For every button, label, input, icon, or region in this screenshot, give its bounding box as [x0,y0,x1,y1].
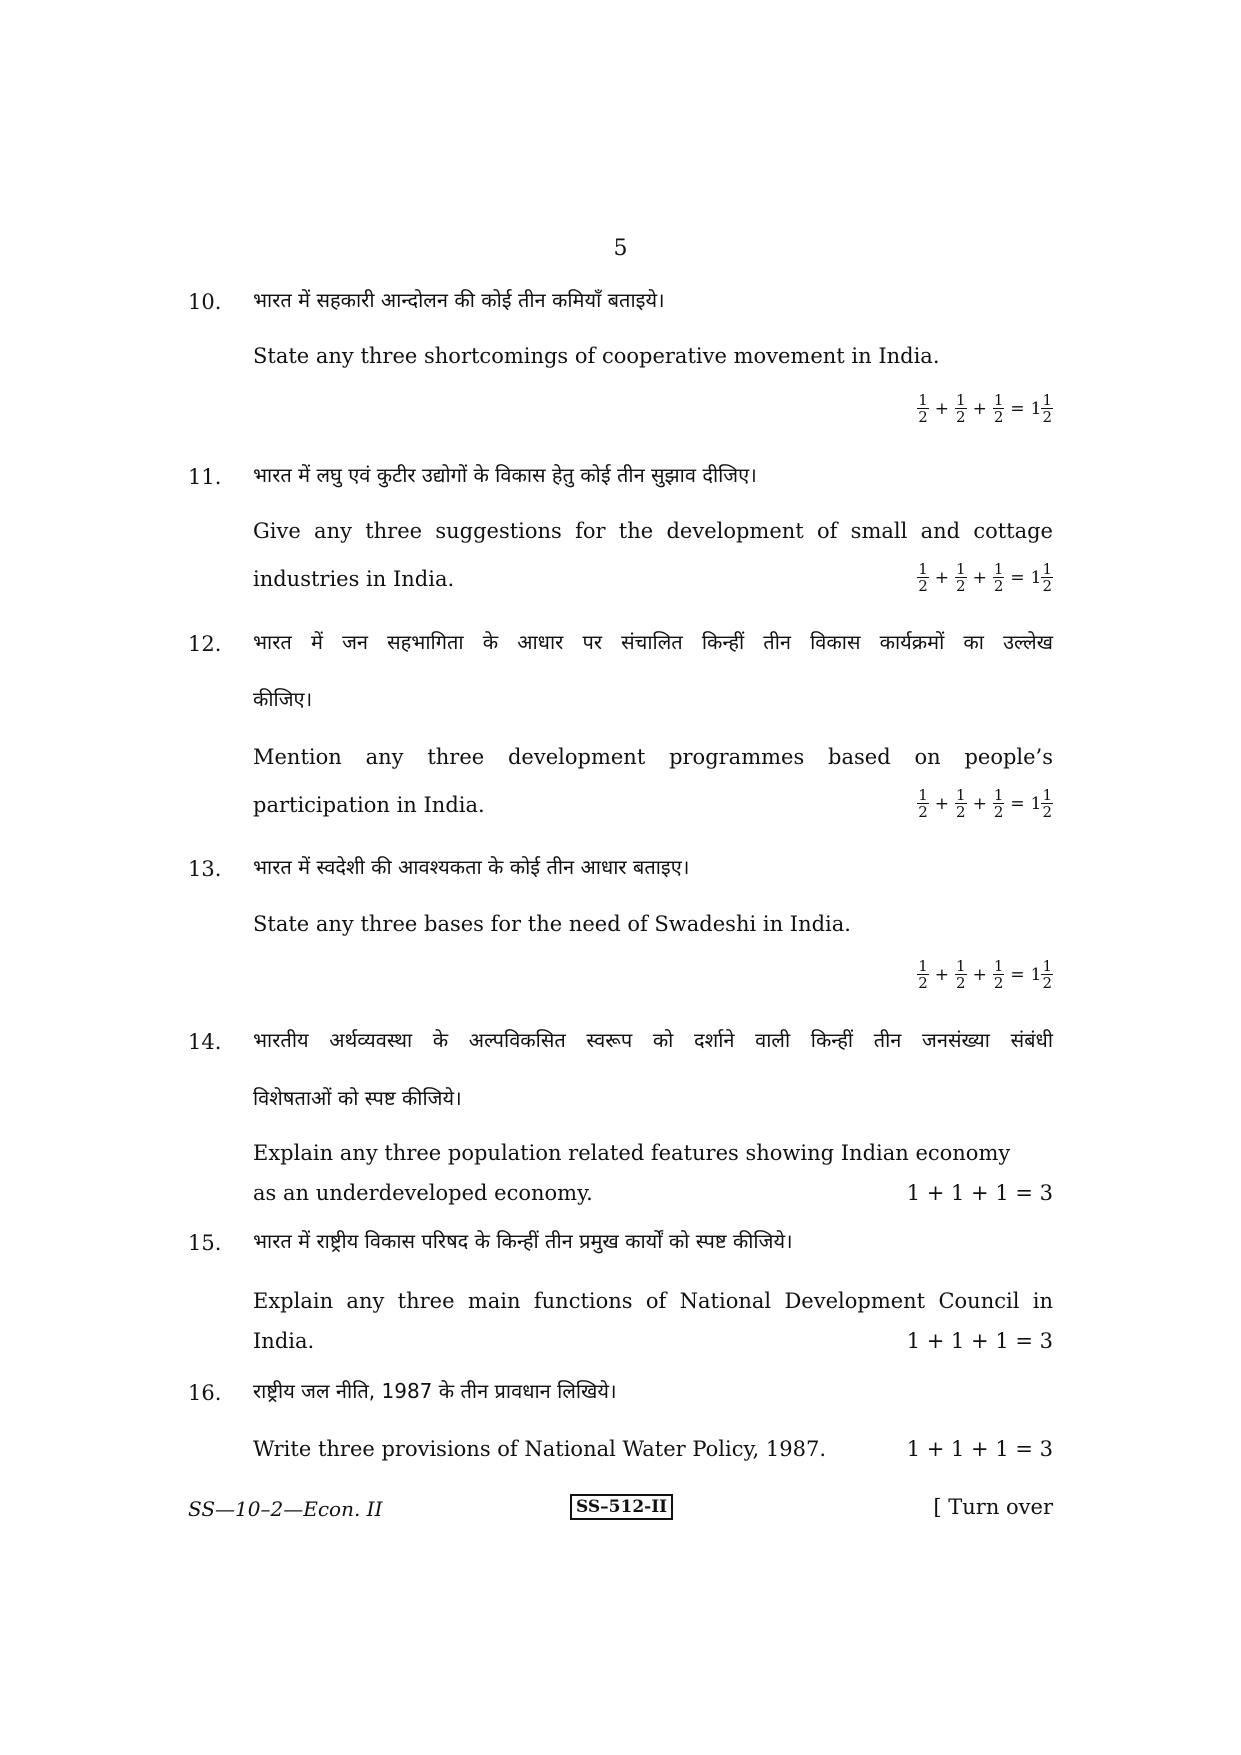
question-hindi: कीजिए। [253,687,313,711]
question-hindi: राष्ट्रीय जल नीति, 1987 के तीन प्रावधान लिखिये। [253,1379,617,1403]
fraction: $\frac{1}{2}$ [1042,957,1052,992]
fraction: $\frac{1}{2}$ [956,786,966,821]
fraction: $\frac{1}{2}$ [918,786,928,821]
fraction: $\frac{1}{2}$ [993,786,1004,821]
question-english: Explain any three main functions of National Development Council in [253,1289,1053,1313]
fraction: $\frac{1}{2}$ [956,391,966,426]
fraction: $\frac{1}{2}$ [993,957,1004,992]
question-english: industries in India. [253,567,455,591]
marks: $\frac{1}{2}$ + $\frac{1}{2}$ + $\frac{1}{2}$ = 1 $\frac{1}{2}$ [918,391,1052,426]
question-number: 15. [188,1231,222,1255]
question-english: State any three shortcomings of cooperative movement in India. [253,344,940,368]
fraction: $\frac{1}{2}$ [918,391,928,426]
turn-over-label: [ Turn over [933,1495,1053,1519]
question-english: Give any three suggestions for the development of small and cottage [253,519,1053,543]
question-hindi: भारत में सहकारी आन्दोलन की कोई तीन कमियाँ बताइये। [253,288,665,312]
question-hindi: भारतीय अर्थव्यवस्था के अल्पविकसित स्वरूप को दर्शाने वाली किन्हीं तीन जनसंख्या संबंधी [253,1028,1053,1052]
marks: $\frac{1}{2}$ + $\frac{1}{2}$ + $\frac{1}{2}$ = 1 $\frac{1}{2}$ [918,786,1052,821]
fraction: $\frac{1}{2}$ [1042,391,1052,426]
footer-paper-code: SS—10–2—Econ. II [188,1497,383,1521]
question-number: 10. [188,290,222,314]
question-hindi: विशेषताओं को स्पष्ट कीजिये। [253,1086,462,1110]
question-english: State any three bases for the need of Swadeshi in India. [253,912,851,936]
question-english: as an underdeveloped economy. [253,1181,593,1205]
fraction: $\frac{1}{2}$ [993,560,1004,595]
question-hindi: भारत में जन सहभागिता के आधार पर संचालित किन्हीं तीन विकास कार्यक्रमों का उल्लेख [253,630,1053,654]
fraction: $\frac{1}{2}$ [956,957,966,992]
fraction: $\frac{1}{2}$ [993,391,1004,426]
question-number: 16. [188,1381,222,1405]
question-number: 12. [188,632,222,656]
question-number: 11. [188,465,222,489]
marks: $\frac{1}{2}$ + $\frac{1}{2}$ + $\frac{1}{2}$ = 1 $\frac{1}{2}$ [918,560,1052,595]
marks: $\frac{1}{2}$ + $\frac{1}{2}$ + $\frac{1}{2}$ = 1 $\frac{1}{2}$ [918,957,1052,992]
question-number: 13. [188,857,222,881]
fraction: $\frac{1}{2}$ [918,957,928,992]
marks: 1 + 1 + 1 = 3 [906,1329,1053,1353]
question-number: 14. [188,1030,222,1054]
fraction: $\frac{1}{2}$ [956,560,966,595]
question-english: Mention any three development programmes based on people’s [253,745,1053,769]
question-hindi: भारत में लघु एवं कुटीर उद्योगों के विकास हेतु कोई तीन सुझाव दीजिए। [253,463,757,487]
question-english: Write three provisions of National Water Policy, 1987. [253,1437,827,1461]
question-hindi: भारत में राष्ट्रीय विकास परिषद के किन्हीं तीन प्रमुख कार्यों को स्पष्ट कीजिये। [253,1229,793,1253]
question-english: India. [253,1329,315,1353]
question-english: Explain any three population related features showing Indian economy [253,1141,1011,1165]
question-english: participation in India. [253,793,485,817]
page-number: 5 [613,236,628,261]
fraction: $\frac{1}{2}$ [918,560,928,595]
marks: 1 + 1 + 1 = 3 [906,1181,1053,1205]
marks: 1 + 1 + 1 = 3 [906,1437,1053,1461]
fraction: $\frac{1}{2}$ [1042,786,1052,821]
fraction: $\frac{1}{2}$ [1042,560,1052,595]
footer-exam-code: SS–512-II [570,1494,673,1520]
question-hindi: भारत में स्वदेशी की आवश्यकता के कोई तीन आधार बताइए। [253,855,690,879]
